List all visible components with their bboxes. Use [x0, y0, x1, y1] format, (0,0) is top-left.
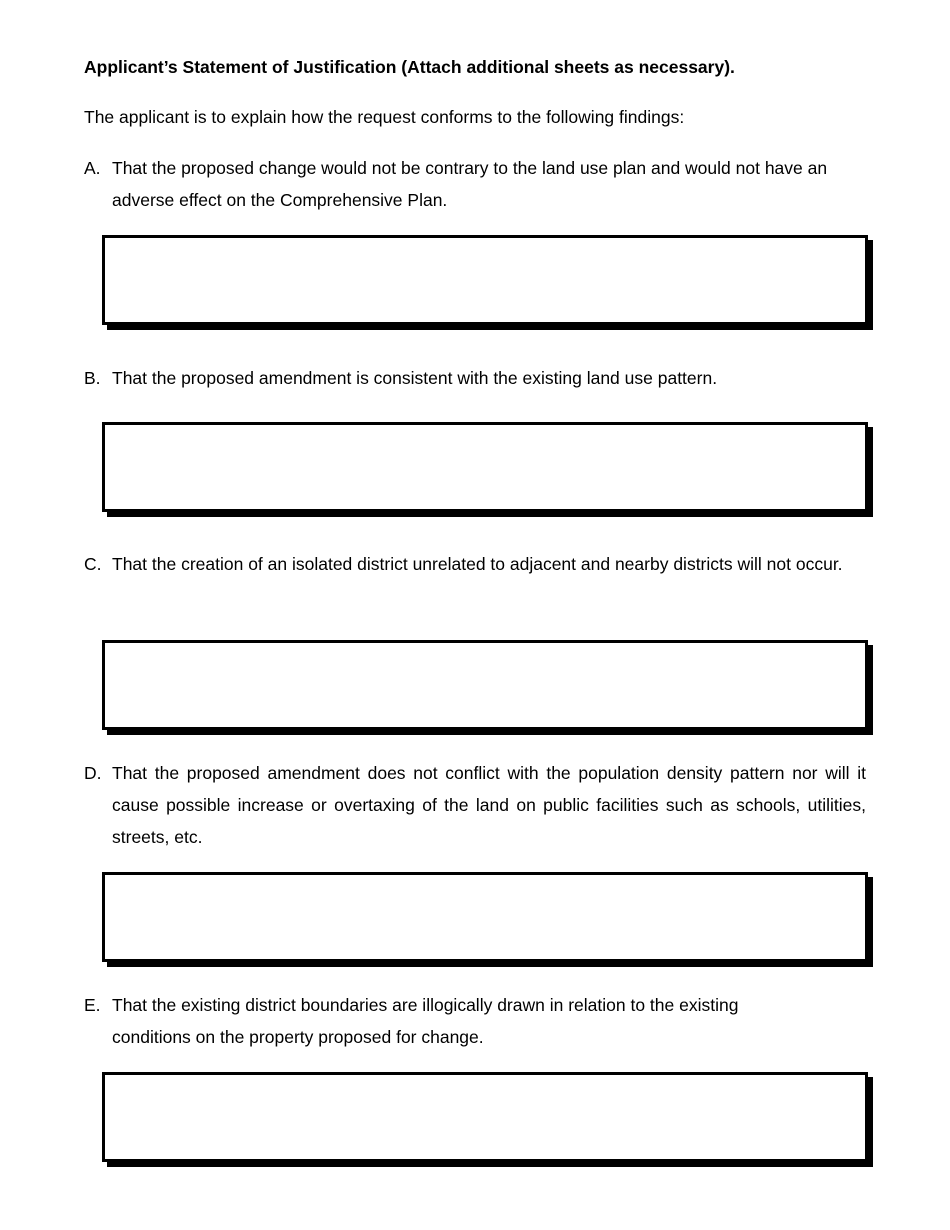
finding-a: [84, 152, 866, 216]
finding-text: That the proposed amendment does not conflict with the population density pattern nor will it cause possible increase or overtaxing of the land on public facilities such as schools, utilities, streets, etc.: [112, 763, 866, 847]
page-title: Applicant’s Statement of Justification (Attach additional sheets as necessary).: [84, 57, 735, 77]
finding-d-response-box[interactable]: [102, 872, 868, 962]
finding-b-response-box[interactable]: [102, 422, 868, 512]
finding-a-response-box[interactable]: [102, 235, 868, 325]
finding-c-response-box[interactable]: [102, 640, 868, 730]
finding-letter: E.: [84, 995, 101, 1015]
finding-letter: B.: [84, 368, 101, 388]
finding-letter: A.: [84, 158, 101, 178]
finding-letter: D.: [84, 763, 102, 783]
finding-b: [84, 362, 866, 394]
finding-text: That the proposed change would not be contrary to the land use plan and would not have an adverse effect on the Comprehensive Plan.: [112, 158, 828, 210]
finding-text: That the existing district boundaries are illogically drawn in relation to the existing conditions on the property proposed for change.: [112, 995, 739, 1047]
finding-text: That the proposed amendment is consistent with the existing land use pattern.: [112, 368, 718, 388]
finding-text: That the creation of an isolated district unrelated to adjacent and nearby districts will not occur.: [112, 554, 843, 574]
finding-c: [84, 548, 866, 580]
finding-e: [84, 989, 866, 1053]
finding-d: [84, 757, 866, 853]
finding-e-response-box[interactable]: [102, 1072, 868, 1162]
finding-letter: C.: [84, 554, 102, 574]
intro-text: The applicant is to explain how the request conforms to the following findings:: [84, 107, 685, 127]
